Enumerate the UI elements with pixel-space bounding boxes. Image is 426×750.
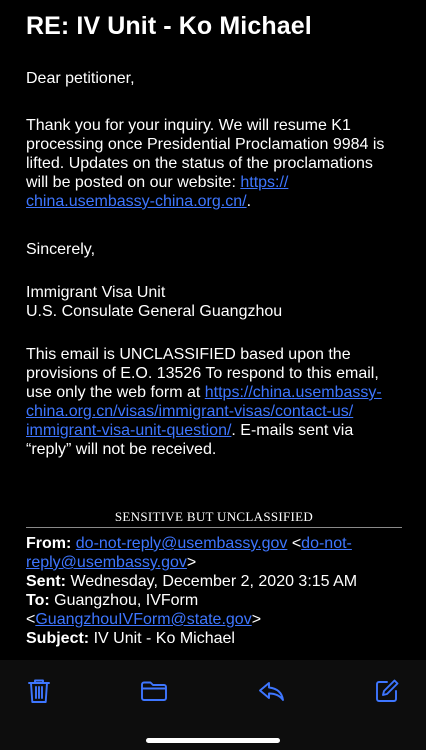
quoted-header-block bbox=[26, 534, 406, 648]
subject-value: IV Unit - Ko Michael bbox=[89, 630, 235, 647]
contact-form-link-part-3[interactable]: immigrant-visa-unit-question/ bbox=[26, 422, 232, 439]
p1-line-1: Thank you for your inquiry. We will resume K1 bbox=[26, 117, 351, 134]
subject-label: Subject: bbox=[26, 630, 90, 647]
body-paragraph-1 bbox=[26, 116, 406, 211]
signature-block bbox=[26, 283, 406, 321]
compose-button[interactable] bbox=[372, 676, 402, 706]
from-bracket-email-link-part-2[interactable]: reply@usembassy.gov bbox=[26, 554, 187, 571]
move-to-folder-button[interactable] bbox=[139, 676, 169, 706]
from-label: From: bbox=[26, 535, 72, 552]
subject-line bbox=[26, 629, 406, 648]
p2-line-1: This email is UNCLASSIFIED based upon the bbox=[26, 346, 351, 363]
p2-line-4 bbox=[26, 402, 406, 421]
p2-line-3 bbox=[26, 383, 406, 402]
to-line bbox=[26, 591, 406, 610]
closing-line: Sincerely, bbox=[26, 241, 96, 258]
divider-rule bbox=[26, 527, 402, 528]
bottom-toolbar bbox=[0, 660, 426, 750]
compose-icon bbox=[373, 677, 401, 705]
from-bracket-close: > bbox=[186, 554, 197, 571]
to-bracket-open: < bbox=[26, 611, 36, 628]
p1-line-2: processing once Presidential Proclamation 9984 is bbox=[26, 136, 385, 153]
p2-line-6: “reply” will not be received. bbox=[26, 441, 217, 458]
from-bracket-open: < bbox=[287, 535, 302, 552]
reply-icon bbox=[257, 679, 287, 703]
to-label: To: bbox=[26, 592, 50, 609]
p2-line-2: provisions of E.O. 13526 To respond to this email, bbox=[26, 365, 379, 382]
reply-button[interactable] bbox=[257, 676, 287, 706]
email-subject-title: RE: IV Unit - Ko Michael bbox=[26, 12, 312, 40]
signature-line-1: Immigrant Visa Unit bbox=[26, 284, 166, 301]
signature-line-2: U.S. Consulate General Guangzhou bbox=[26, 303, 283, 320]
p2-line-3-text: use only the web form at bbox=[26, 384, 205, 401]
home-indicator[interactable] bbox=[146, 738, 280, 743]
body-paragraph-2 bbox=[26, 345, 406, 459]
folder-icon bbox=[139, 679, 169, 703]
p2-line-5-tail: . E-mails sent via bbox=[231, 422, 354, 439]
trash-icon bbox=[26, 677, 52, 705]
closing-block bbox=[26, 240, 406, 259]
p1-line-4-text: will be posted on our website: bbox=[26, 174, 241, 191]
to-line-2 bbox=[26, 610, 406, 629]
contact-form-link-part-2[interactable]: china.org.cn/visas/immigrant-visas/contact-us/ bbox=[26, 403, 354, 420]
p1-line-5-tail: . bbox=[246, 193, 252, 210]
trash-button[interactable] bbox=[24, 676, 54, 706]
website-link-part-2[interactable]: china.usembassy-china.org.cn/ bbox=[26, 193, 247, 210]
sent-value: Wednesday, December 2, 2020 3:15 AM bbox=[66, 573, 358, 590]
p1-line-4 bbox=[26, 173, 406, 192]
sent-line bbox=[26, 572, 406, 591]
to-bracket-close: > bbox=[251, 611, 262, 628]
p2-line-5 bbox=[26, 421, 406, 440]
greeting-line: Dear petitioner, bbox=[26, 70, 135, 87]
website-link-part-1[interactable]: https:// bbox=[240, 174, 289, 191]
p1-line-5 bbox=[26, 192, 406, 211]
sent-label: Sent: bbox=[26, 573, 66, 590]
from-line-2 bbox=[26, 553, 406, 572]
from-bracket-email-link-part-1[interactable]: do-not- bbox=[301, 535, 352, 552]
p1-line-3: lifted. Updates on the status of the proclamations bbox=[26, 155, 373, 172]
to-value: Guangzhou, IVForm bbox=[49, 592, 199, 609]
to-email-link[interactable]: GuangzhouIVForm@state.gov bbox=[35, 611, 252, 628]
contact-form-link-part-1[interactable]: https://china.usembassy- bbox=[204, 384, 382, 401]
sensitive-banner: SENSITIVE BUT UNCLASSIFIED bbox=[114, 509, 314, 524]
from-line bbox=[26, 534, 406, 553]
from-email-link[interactable]: do-not-reply@usembassy.gov bbox=[75, 535, 288, 552]
greeting-text bbox=[26, 69, 406, 88]
